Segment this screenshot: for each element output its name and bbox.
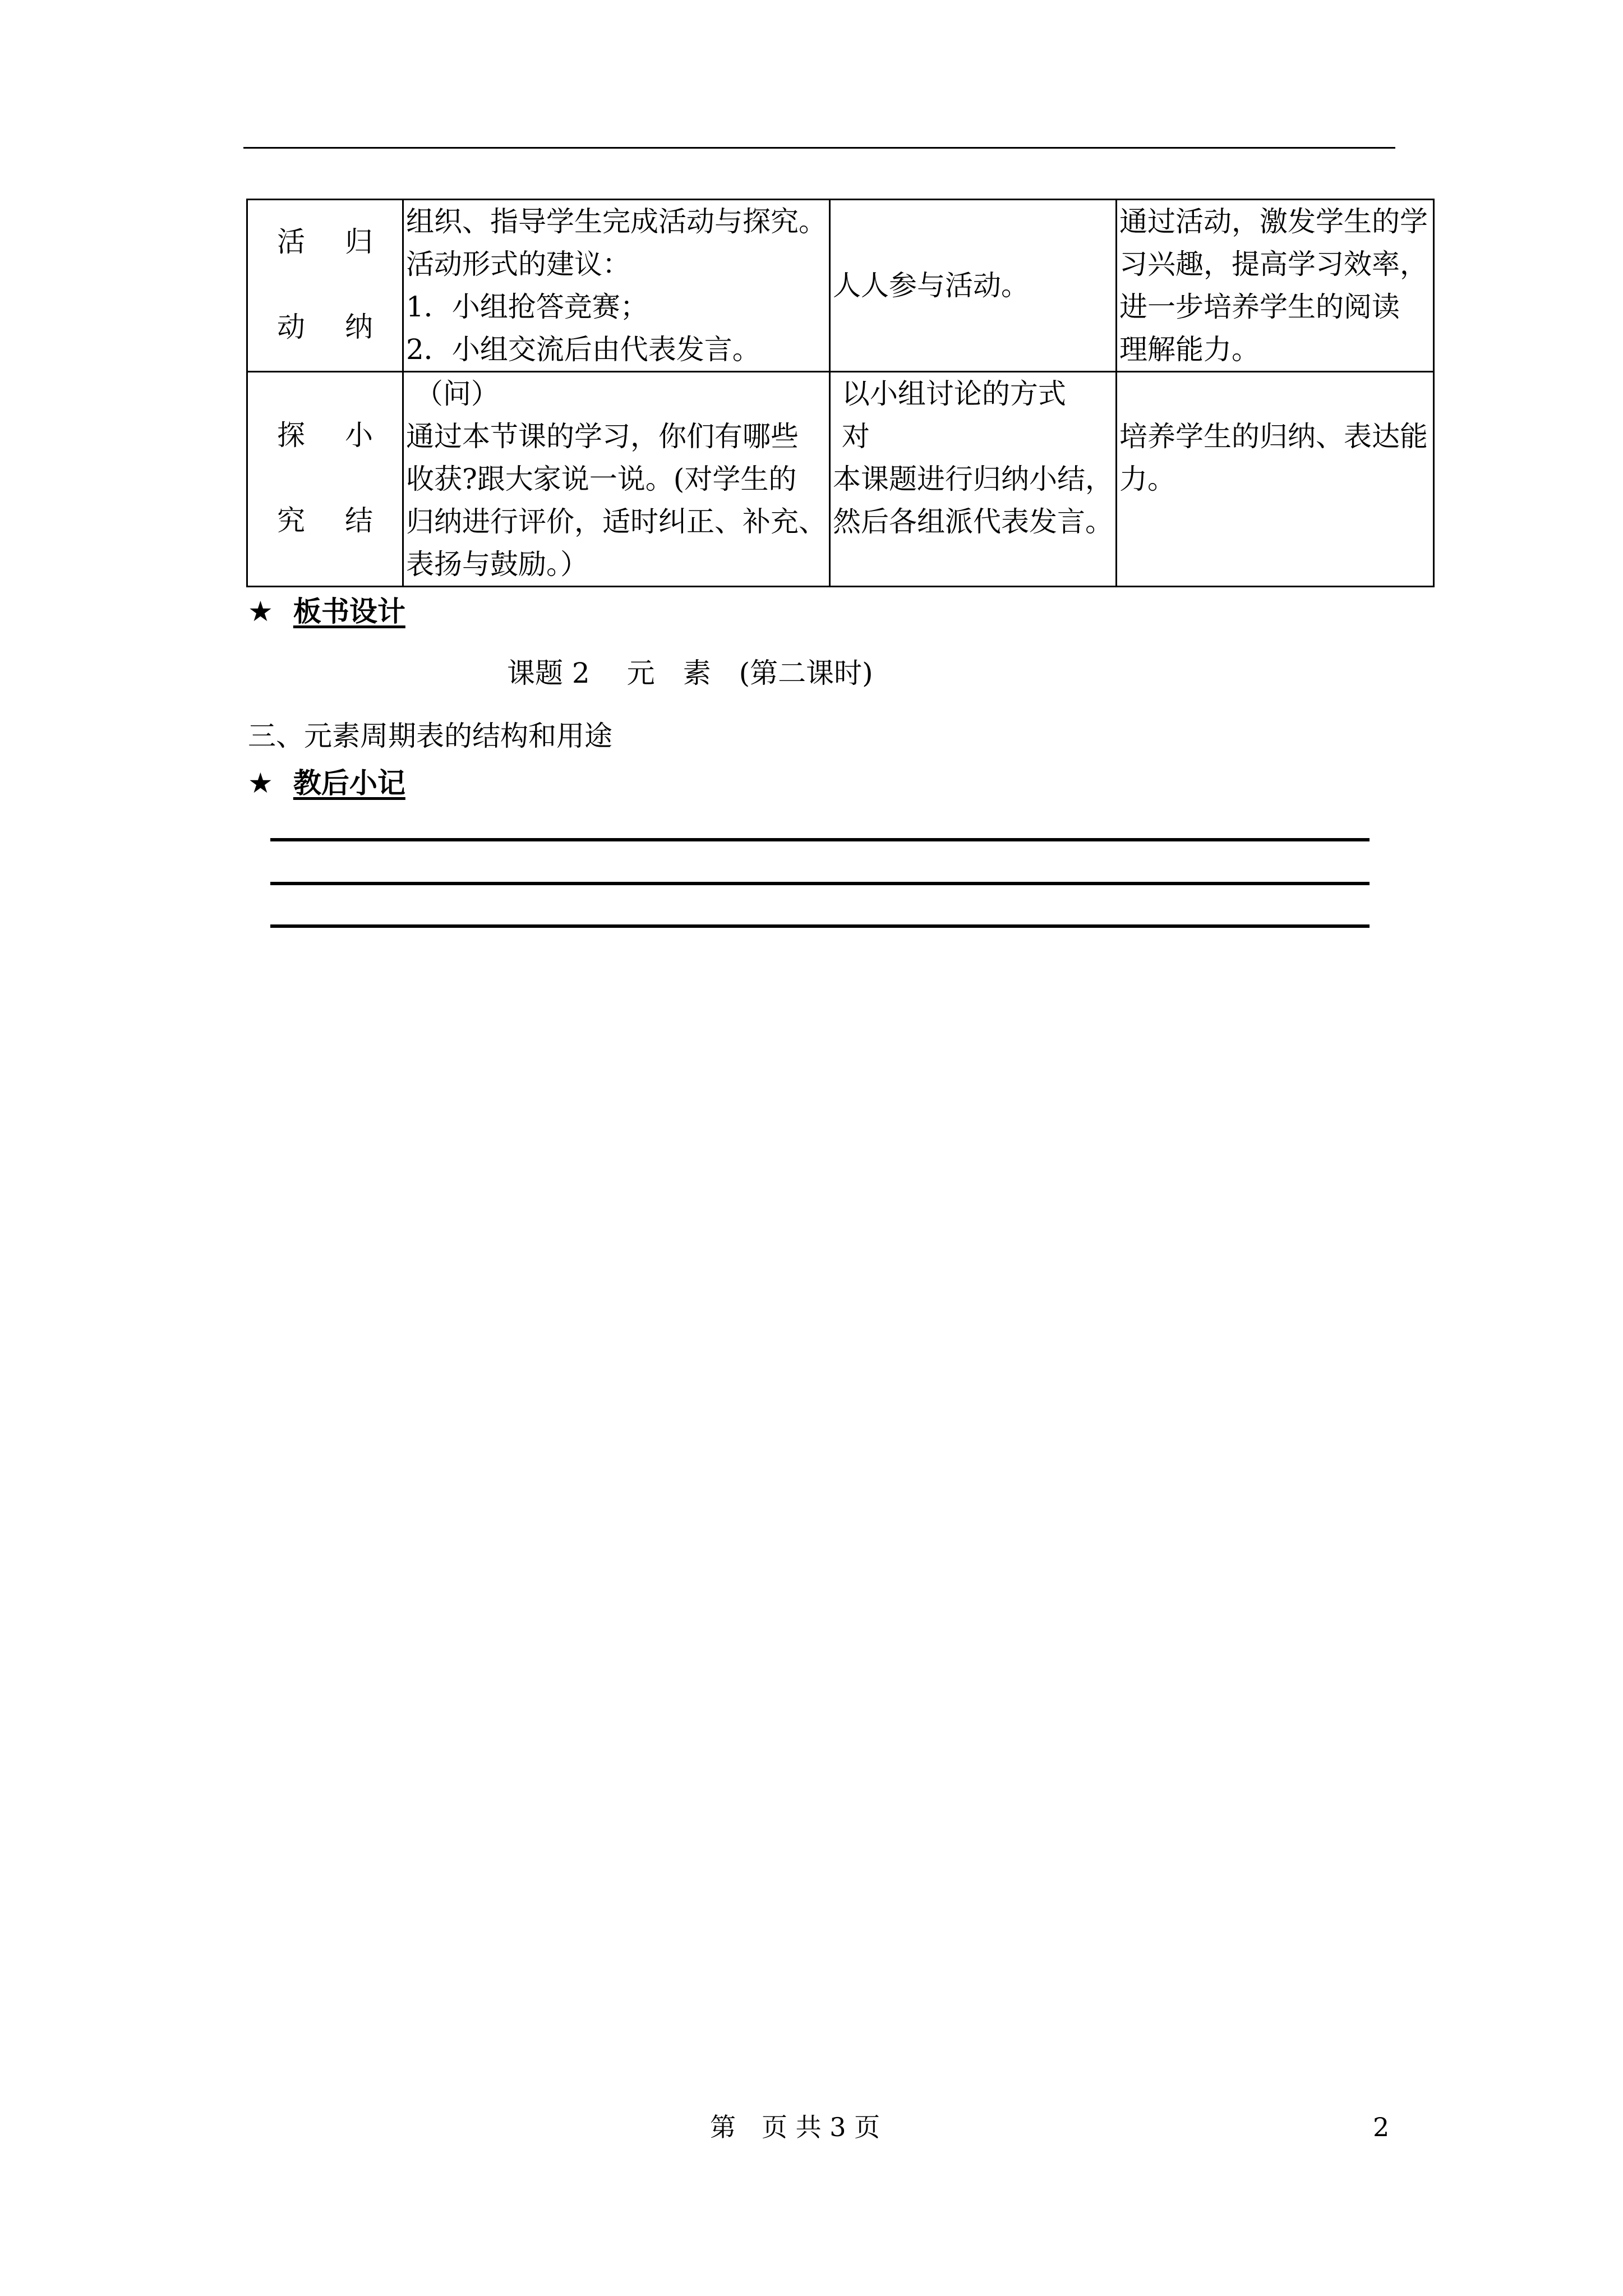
- table-row: [247, 200, 1434, 372]
- notes-blank-line: [270, 924, 1370, 928]
- stage-label-cell: [247, 372, 403, 587]
- student-activity-cell: 人人参与活动。: [830, 200, 1117, 372]
- board-design-title: 板书设计: [293, 595, 405, 628]
- after-notes-title: 教后小记: [293, 767, 405, 799]
- table-row: [247, 372, 1434, 587]
- student-activity-cell: 以小组讨论的方式 对 本课题进行归纳小结， 然后各组派代表发言。: [830, 372, 1117, 587]
- lesson-table: [246, 199, 1435, 587]
- stage-label-line: 探 小: [277, 419, 373, 452]
- page-number: 2: [1373, 2112, 1390, 2142]
- stage-label-line: 动 纳: [277, 311, 373, 343]
- purpose-cell: 通过活动，激发学生的学 习兴趣，提高学习效率， 进一步培养学生的阅读 理解能力。: [1117, 200, 1434, 372]
- board-design-heading: [248, 595, 405, 628]
- header-rule: [243, 147, 1395, 149]
- after-notes-heading: [248, 766, 405, 800]
- stage-label-line: 活 归: [277, 226, 373, 258]
- star-icon: ★: [248, 767, 273, 799]
- purpose-cell: 培养学生的归纳、表达能 力。: [1117, 372, 1434, 587]
- star-icon: ★: [248, 595, 273, 628]
- stage-label-line: 究 结: [277, 504, 373, 537]
- board-lesson-title: 课题 2 元 素 (第二课时): [507, 657, 873, 689]
- stage-label-cell: [247, 200, 403, 372]
- teacher-activity-cell: （问） 通过本节课的学习，你们有哪些 收获?跟大家说一说。(对学生的 归纳进行评价，适时纠正、补充、 表扬与鼓励。）: [403, 372, 830, 587]
- teacher-activity-cell: 组织、指导学生完成活动与探究。 活动形式的建议： 1．小组抢答竞赛； 2．小组交流后由代表发言。: [403, 200, 830, 372]
- page-count-text: 第 页 共 3 页: [710, 2112, 880, 2142]
- notes-blank-line: [270, 882, 1370, 885]
- board-section-text: 三、元素周期表的结构和用途: [248, 720, 612, 752]
- notes-blank-line: [270, 838, 1370, 841]
